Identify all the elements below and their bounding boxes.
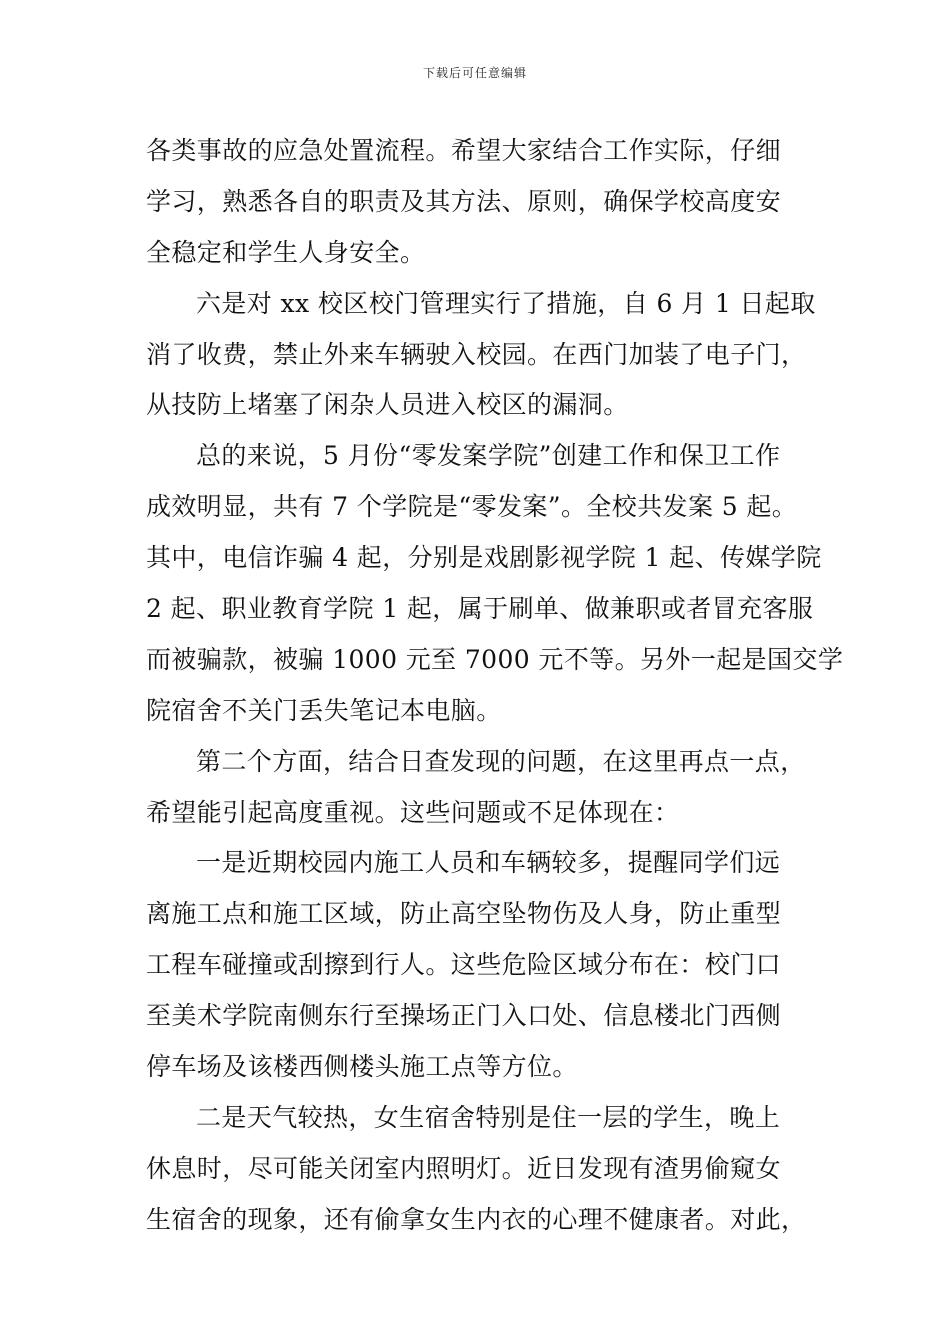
text-line: 生宿舍的现象，还有偷拿女生内衣的心理不健康者。对此， <box>146 1204 807 1234</box>
text-line: 各类事故的应急处置流程。希望大家结合工作实际，仔细 <box>146 136 782 165</box>
text-line: 二是天气较热，女生宿舍特别是住一层的学生，晚上 <box>196 1102 781 1132</box>
text-line: 至美术学院南侧东行至操场正门入口处、信息楼北门西侧 <box>146 1001 782 1031</box>
text-line: 六是对 xx 校区校门管理实行了措施，自 6 月 1 日起取 <box>196 288 816 318</box>
text-line: 希望能引起高度重视。这些问题或不足体现在： <box>146 797 680 827</box>
text-line: 从技防上堵塞了闲杂人员进入校区的漏洞。 <box>146 390 629 420</box>
text-line: 休息时，尽可能关闭室内照明灯。近日发现有渣男偷窥女 <box>146 1153 782 1183</box>
text-line: 学习，熟悉各自的职责及其方法、原则，确保学校高度安 <box>146 186 782 216</box>
page-header: 下载后可任意编辑 <box>422 66 527 80</box>
text-line: 2 起、职业教育学院 1 起，属于刷单、做兼职或者冒充客服 <box>146 594 814 624</box>
text-line: 消了收费，禁止外来车辆驶入校园。在西门加装了电子门， <box>146 339 807 369</box>
text-line: 院宿舍不关门丢失笔记本电脑。 <box>146 695 502 725</box>
text-line: 总的来说，5 月份“零发案学院”创建工作和保卫工作 <box>196 441 781 471</box>
text-line: 停车场及该楼西侧楼头施工点等方位。 <box>146 1052 578 1082</box>
text-line: 全稳定和学生人身安全。 <box>146 237 426 267</box>
text-line: 第二个方面，结合日查发现的问题，在这里再点一点， <box>196 746 806 776</box>
document-body <box>146 126 844 1246</box>
text-line: 成效明显，共有 7 个学院是“零发案”。全校共发案 5 起。 <box>146 492 798 522</box>
text-line: 而被骗款，被骗 1000 元至 7000 元不等。另外一起是国交学 <box>146 644 844 674</box>
text-line: 其中，电信诈骗 4 起，分别是戏剧影视学院 1 起、传媒学院 <box>146 543 822 573</box>
text-line: 工程车碰撞或刮擦到行人。这些危险区域分布在：校门口 <box>146 950 782 980</box>
text-line: 一是近期校园内施工人员和车辆较多，提醒同学们远 <box>196 848 781 878</box>
text-line: 离施工点和施工区域，防止高空坠物伤及人身，防止重型 <box>146 899 782 929</box>
